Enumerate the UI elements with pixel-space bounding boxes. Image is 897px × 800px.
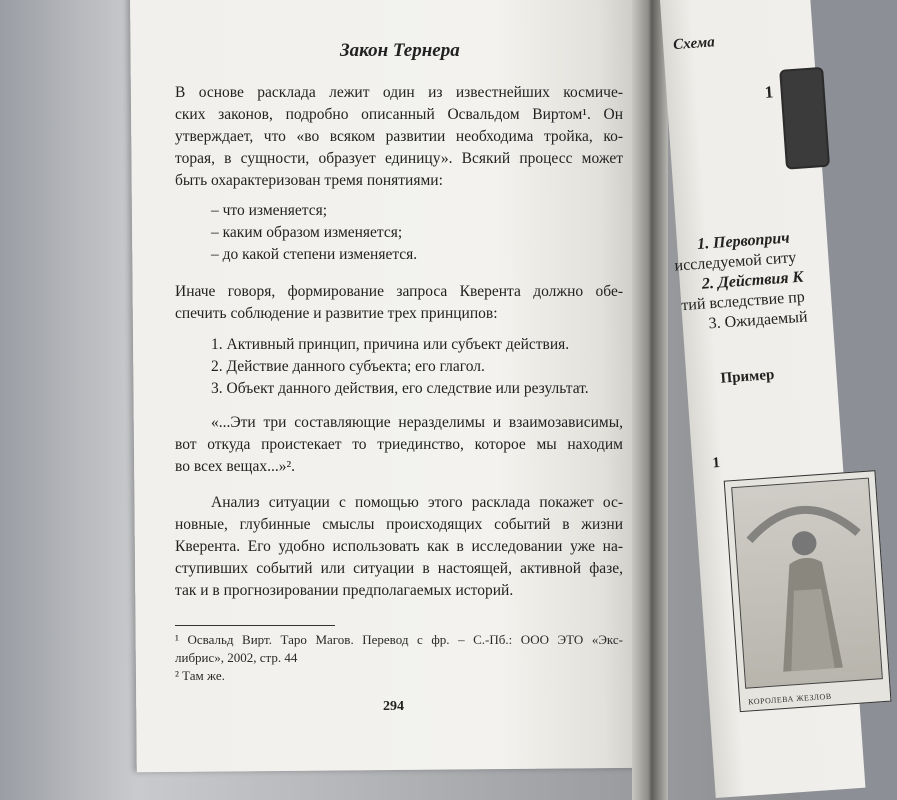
right-line-4: тий вследствие пр [680, 288, 806, 315]
list2-item-2: 2. Действие данного субъекта; его глагол. [211, 358, 485, 375]
footnote-2: ² Там же. [175, 668, 225, 683]
book-gutter [632, 0, 668, 800]
para2-line-1: Иначе говоря, формирование запроса Кверента должно обе- [175, 283, 623, 300]
right-heading: Схема [672, 34, 716, 54]
para3-line-5: так и в прогнозировании предполагаемых историй. [175, 582, 514, 599]
example-card-number: 1 [711, 454, 721, 472]
para1-line-4: торая, в сущности, образует единицу». Всякий процесс может [175, 150, 623, 167]
list1-item-2: – каким образом изменяется; [211, 224, 403, 241]
footnote-1-line-1: ¹ Освальд Вирт. Таро Магов. Перевод с фр. – С.-Пб.: ООО ЭТО «Экс- [175, 632, 623, 647]
list2-item-1: 1. Активный принцип, причина или субъект действия. [211, 336, 570, 353]
footnote-divider [175, 625, 335, 626]
queen-figure-icon [732, 479, 882, 688]
card-illustration [731, 478, 883, 689]
list1-item-1: – что изменяется; [211, 202, 328, 219]
page-title: Закон Тернера [340, 40, 460, 61]
footnote-1-line-2: либрис», 2002, стр. 44 [175, 650, 298, 665]
para1-line-3: утверждает, что «во всяком развитии необходима тройка, ко- [175, 128, 623, 145]
list1-item-3: – до какой степени изменяется. [211, 246, 418, 263]
example-heading: Пример [720, 366, 775, 387]
quote-line-2: вот откуда проистекает то триединство, которое мы находим [175, 436, 623, 453]
tarot-card-back [779, 67, 830, 170]
para3-line-1: Анализ ситуации с помощью этого расклада покажет ос- [211, 494, 623, 511]
right-line-5: 3. Ожидаемый [708, 308, 809, 333]
para1-line-1: В основе расклада лежит один из известнейших космиче- [175, 84, 623, 101]
right-line-1: 1. Первоприч [696, 229, 791, 253]
para3-line-4: ступивших событий или ситуации в настоящей, активной фазе, [175, 560, 623, 577]
para3-line-3: Кверента. Его удобно использовать как в исследовании уже на- [175, 538, 623, 555]
right-line-3: 2. Действия К [701, 268, 804, 293]
quote-line-3: во всех вещах...»². [175, 458, 296, 475]
quote-line-1: «...Эти три составляющие неразделимы и взаимозависимы, [211, 414, 623, 431]
right-line-2: исследуемой ситу [674, 249, 797, 275]
card-caption: КОРОЛЕВА ЖЕЗЛОВ [747, 691, 832, 707]
page-number: 294 [383, 699, 404, 714]
right-card-number: 1 [764, 82, 774, 102]
para1-line-5: быть охарактеризован тремя понятиями: [175, 172, 443, 189]
para3-line-2: новные, глубинные смыслы происходящих событий в жизни [175, 516, 623, 533]
para2-line-2: спечить соблюдение и развитие трех принципов: [175, 305, 498, 322]
para1-line-2: ских законов, подробно описанный Освальдом Виртом¹. Он [175, 106, 623, 123]
tarot-card-queen-of-wands [724, 470, 892, 712]
list2-item-3: 3. Объект данного действия, его следствие или результат. [211, 380, 589, 397]
